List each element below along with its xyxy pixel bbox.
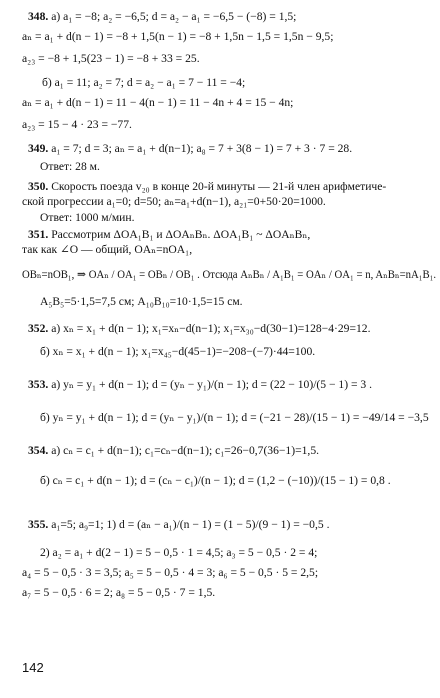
text-line — [40, 474, 391, 488]
line-text: Ответ: 28 м. — [40, 160, 100, 173]
text-line — [22, 268, 436, 282]
text-line — [22, 586, 215, 600]
problem-number: 350. — [28, 180, 49, 193]
problem-number: 353. — [28, 378, 49, 391]
text-line — [40, 411, 429, 425]
text-line — [22, 243, 192, 257]
text-line — [40, 211, 134, 225]
line-text: a₁ = 7; d = 3; aₙ = a₁ + d(n−1); a₈ = 7 + 3(8 − 1) = 7 + 3 · 7 = 28. — [48, 142, 353, 155]
line-text: aₙ = a₁ + d(n − 1) = 11 − 4(n − 1) = 11 − 4n + 4 = 15 − 4n; — [22, 96, 294, 109]
text-line — [28, 322, 370, 336]
line-text: a₇ = 5 − 0,5 · 6 = 2; a₈ = 5 − 0,5 · 7 = 1,5. — [22, 586, 216, 599]
line-text: а) yₙ = y₁ + d(n − 1); d = (yₙ − y₁)/(n − 1); d = (22 − 10)/(5 − 1) = 3 . — [48, 378, 372, 391]
line-text: a₂₃ = 15 − 4 · 23 = −77. — [22, 118, 132, 131]
problem-number: 352. — [28, 322, 49, 335]
problem-number: 355. — [28, 518, 49, 531]
text-line — [40, 295, 243, 309]
line-text: OBₙ=nOB₁, ⇒ OAₙ / OA₁ = OBₙ / OB₁ . Отсюда AₙBₙ / A₁B₁ = OAₙ / OA₁ = n, AₙBₙ=nA₁B₁. — [22, 268, 437, 281]
text-line — [40, 160, 100, 174]
line-text: б) xₙ = x₁ + d(n − 1); x₁=x₄₅−d(45−1)=−208−(−7)·44=100. — [40, 345, 316, 358]
text-line — [22, 30, 333, 44]
line-text: 2) a₂ = a₁ + d(2 − 1) = 5 − 0,5 · 1 = 4,5; a₃ = 5 − 0,5 · 2 = 4; — [40, 546, 318, 559]
text-line — [28, 444, 319, 458]
line-text: a₁=5; a₉=1; 1) d = (aₙ − a₁)/(n − 1) = (1 − 5)/(9 − 1) = −0,5 . — [48, 518, 330, 531]
problem-number: 349. — [28, 142, 49, 155]
text-line — [22, 195, 326, 209]
text-line — [28, 10, 296, 24]
text-line — [22, 566, 318, 580]
line-text: Скорость поезда v₂₀ в конце 20-й минуты — 21-й член арифметиче- — [48, 180, 387, 193]
text-line — [28, 228, 310, 242]
line-text: а) cₙ = c₁ + d(n−1); c₁=cₙ−d(n−1); c₁=26−0,7(36−1)=1,5. — [48, 444, 320, 457]
line-text: Рассмотрим ΔOA₁B₁ и ΔOAₙBₙ. ΔOA₁B₁ ~ ΔOAₙBₙ, — [48, 228, 311, 241]
line-text: б) yₙ = y₁ + d(n − 1); d = (yₙ − y₁)/(n − 1); d = (−21 − 28)/(15 − 1) = −49/14 = −3,5 — [40, 411, 429, 424]
text-line — [28, 180, 386, 194]
line-text: б) a₁ = 11; a₂ = 7; d = a₂ − a₁ = 7 − 11 = −4; — [42, 76, 246, 89]
problem-number: 354. — [28, 444, 49, 457]
line-text: A₅B₅=5·1,5=7,5 см; A₁₀B₁₀=10·1,5=15 см. — [40, 295, 243, 308]
line-text: Ответ: 1000 м/мин. — [40, 211, 135, 224]
text-line — [28, 518, 329, 532]
problem-number: 348. — [28, 10, 49, 23]
text-line — [42, 76, 245, 90]
line-text: б) cₙ = c₁ + d(n − 1); d = (cₙ − c₁)/(n − 1); d = (1,2 − (−10))/(15 − 1) = 0,8 . — [40, 474, 391, 487]
line-text: а) a₁ = −8; a₂ = −6,5; d = a₂ − a₁ = −6,5 − (−8) = 1,5; — [48, 10, 297, 23]
text-line — [28, 378, 372, 392]
line-text: а) xₙ = x₁ + d(n − 1); x₁=xₙ−d(n−1); x₁=x₃₀−d(30−1)=128−4·29=12. — [48, 322, 371, 335]
text-line — [40, 345, 315, 359]
problem-number: 351. — [28, 228, 49, 241]
line-text: ской прогрессии a₁=0; d=50; aₙ=a₁+d(n−1), a₂₁=0+50·20=1000. — [22, 195, 326, 208]
line-text: так как ∠O — общий, OAₙ=nOA₁, — [22, 243, 193, 256]
line-text: a₂₃ = −8 + 1,5(23 − 1) = −8 + 33 = 25. — [22, 52, 200, 65]
text-line — [28, 142, 352, 156]
page-number: 142 — [22, 660, 44, 675]
line-text: aₙ = a₁ + d(n − 1) = −8 + 1,5(n − 1) = −8 + 1,5n − 1,5 = 1,5n − 9,5; — [22, 30, 334, 43]
text-line — [22, 118, 132, 132]
text-line — [40, 546, 317, 560]
text-line — [22, 96, 293, 110]
line-text: a₄ = 5 − 0,5 · 3 = 3,5; a₅ = 5 − 0,5 · 4 = 3; a₆ = 5 − 0,5 · 5 = 2,5; — [22, 566, 319, 579]
text-line — [22, 52, 200, 66]
